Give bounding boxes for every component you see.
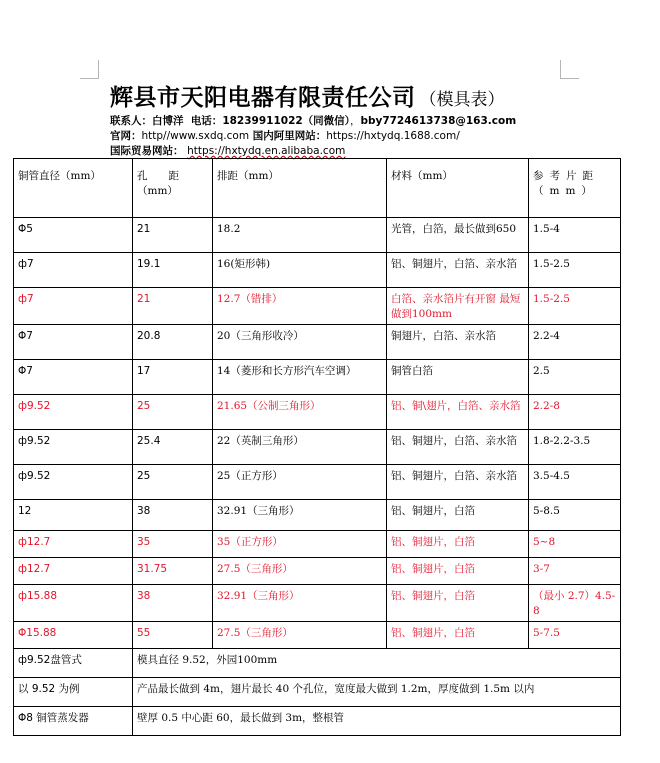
cell-fin-pitch: 5-7.5 <box>529 622 621 649</box>
cell-fin-pitch: 2.5 <box>529 360 621 395</box>
cell-tube-diameter: Φ7 <box>14 360 133 395</box>
cell-tube-diameter: Φ5 <box>14 218 133 253</box>
footer-text: 壁厚 0.5 中心距 60，最长做到 3m，整根管 <box>133 707 621 736</box>
table-footer-row <box>14 707 621 736</box>
intl-label: 国际贸易网站： <box>110 145 184 157</box>
footer-text: 产品最长做到 4m，翅片最长 40 个孔位，宽度最大做到 1.2m，厚度做到 1.5m 以内 <box>133 678 621 707</box>
cell-hole-pitch: 25 <box>133 465 213 500</box>
table-row <box>14 585 621 622</box>
email-address[interactable]: bby7724613738@163.com <box>360 115 517 127</box>
cell-material: 铝、铜翅片，白箔、亲水箔 <box>387 430 529 465</box>
cell-fin-pitch: 1.5-2.5 <box>529 288 621 325</box>
phone-label: 电话： <box>190 115 223 127</box>
table-row <box>14 531 621 558</box>
cell-fin-pitch: （最小 2.7）4.5-8 <box>529 585 621 622</box>
table-header-row <box>14 159 621 218</box>
website-line <box>110 128 460 143</box>
cell-fin-pitch: 2.2-4 <box>529 325 621 360</box>
header-tube-diameter: 铜管直径（mm） <box>14 159 133 218</box>
alibaba-label: 国内阿里网站： <box>252 130 327 142</box>
cell-tube-diameter: ф12.7 <box>14 531 133 558</box>
header-row-pitch: 排距（mm） <box>213 159 387 218</box>
cell-tube-diameter: 12 <box>14 500 133 531</box>
cell-row-pitch: 21.65（公制三角形） <box>213 395 387 430</box>
cell-hole-pitch: 19.1 <box>133 253 213 288</box>
cell-row-pitch: 12.7（错排） <box>213 288 387 325</box>
cell-row-pitch: 18.2 <box>213 218 387 253</box>
cell-hole-pitch: 21 <box>133 218 213 253</box>
table-row <box>14 253 621 288</box>
cell-material: 光管，白箔，最长做到650 <box>387 218 529 253</box>
header-fin-pitch: 参考片距（mm） <box>529 159 621 218</box>
cell-fin-pitch: 1.8-2.2-3.5 <box>529 430 621 465</box>
table-row <box>14 622 621 649</box>
company-name: 辉县市天阳电器有限责任公司 <box>110 84 416 111</box>
table-row <box>14 288 621 325</box>
cell-row-pitch: 14（菱形和长方形汽车空调） <box>213 360 387 395</box>
cell-hole-pitch: 25 <box>133 395 213 430</box>
cell-fin-pitch: 3.5-4.5 <box>529 465 621 500</box>
cell-hole-pitch: 20.8 <box>133 325 213 360</box>
page-corner-mark-right <box>560 60 579 79</box>
cell-fin-pitch: 1.5-2.5 <box>529 253 621 288</box>
table-row <box>14 465 621 500</box>
cell-row-pitch: 22（英制三角形） <box>213 430 387 465</box>
table-row <box>14 500 621 531</box>
cell-tube-diameter: Φ15.88 <box>14 622 133 649</box>
cell-material: 铝、铜翅片，白箔、亲水箔 <box>387 253 529 288</box>
table-row <box>14 360 621 395</box>
header-hole-pitch: 孔 距（mm） <box>133 159 213 218</box>
table-row <box>14 325 621 360</box>
email-separator: ， <box>349 115 361 127</box>
table-row <box>14 395 621 430</box>
contact-name: 白博洋 <box>152 115 184 127</box>
cell-tube-diameter: Φ7 <box>14 325 133 360</box>
cell-tube-diameter: ф15.88 <box>14 585 133 622</box>
table-row <box>14 430 621 465</box>
cell-hole-pitch: 35 <box>133 531 213 558</box>
header-material: 材料（mm） <box>387 159 529 218</box>
cell-hole-pitch: 25.4 <box>133 430 213 465</box>
cell-tube-diameter: ф7 <box>14 253 133 288</box>
mold-spec-table <box>13 158 621 736</box>
cell-material: 铝、铜翅片，白箔 <box>387 500 529 531</box>
footer-label: Φ8 铜管蒸发器 <box>14 707 133 736</box>
cell-row-pitch: 35（正方形） <box>213 531 387 558</box>
website-label: 官网： <box>110 130 142 142</box>
contact-line <box>110 113 516 128</box>
intl-line <box>110 143 345 158</box>
cell-material: 铜管白箔 <box>387 360 529 395</box>
cell-row-pitch: 25（正方形） <box>213 465 387 500</box>
footer-label: 以 9.52 为例 <box>14 678 133 707</box>
cell-row-pitch: 27.5（三角形） <box>213 558 387 585</box>
cell-fin-pitch: 5~8 <box>529 531 621 558</box>
cell-hole-pitch: 38 <box>133 500 213 531</box>
footer-label: ф9.52盘管式 <box>14 649 133 678</box>
cell-tube-diameter: ф9.52 <box>14 430 133 465</box>
cell-tube-diameter: ф9.52 <box>14 395 133 430</box>
intl-link[interactable]: https://hxtydq.en.alibaba.com <box>187 145 346 157</box>
table-row <box>14 218 621 253</box>
cell-material: 铝、铜翅片，白箔、亲水箔 <box>387 465 529 500</box>
cell-fin-pitch: 1.5-4 <box>529 218 621 253</box>
alibaba-link[interactable]: https://hxtydq.1688.com/ <box>326 130 460 142</box>
cell-row-pitch: 16(矩形韩) <box>213 253 387 288</box>
cell-row-pitch: 27.5（三角形） <box>213 622 387 649</box>
cell-material: 铝、铜翅片，白箔 <box>387 585 529 622</box>
phone-number: 18239911022（同微信） <box>222 115 350 127</box>
table-footer-row <box>14 649 621 678</box>
document-subtitle: （模具表） <box>419 90 505 110</box>
cell-row-pitch: 32.91（三角形） <box>213 500 387 531</box>
table-footer-row <box>14 678 621 707</box>
cell-fin-pitch: 2.2-8 <box>529 395 621 430</box>
document-header <box>110 79 505 112</box>
cell-material: 铝、铜\翅片，白箔、亲水箔 <box>387 395 529 430</box>
cell-hole-pitch: 55 <box>133 622 213 649</box>
page-corner-mark-left <box>80 60 99 79</box>
cell-hole-pitch: 31.75 <box>133 558 213 585</box>
cell-hole-pitch: 21 <box>133 288 213 325</box>
cell-fin-pitch: 3-7 <box>529 558 621 585</box>
cell-tube-diameter: ф12.7 <box>14 558 133 585</box>
cell-hole-pitch: 38 <box>133 585 213 622</box>
cell-fin-pitch: 5-8.5 <box>529 500 621 531</box>
cell-material: 白箔、亲水箔片有开窗 最短做到100mm <box>387 288 529 325</box>
footer-text: 模具直径 9.52，外园100mm <box>133 649 621 678</box>
cell-row-pitch: 20（三角形收冷） <box>213 325 387 360</box>
cell-tube-diameter: ф7 <box>14 288 133 325</box>
website-link[interactable]: http//www.sxdq.com <box>141 130 250 142</box>
cell-tube-diameter: ф9.52 <box>14 465 133 500</box>
cell-material: 铝、铜翅片，白箔 <box>387 622 529 649</box>
cell-row-pitch: 32.91（三角形） <box>213 585 387 622</box>
cell-material: 铝、铜翅片，白箔 <box>387 558 529 585</box>
cell-material: 铝、铜翅片，白箔 <box>387 531 529 558</box>
cell-hole-pitch: 17 <box>133 360 213 395</box>
cell-material: 铜翅片，白箔、亲水箔 <box>387 325 529 360</box>
contact-label: 联系人： <box>110 115 152 127</box>
table-row <box>14 558 621 585</box>
